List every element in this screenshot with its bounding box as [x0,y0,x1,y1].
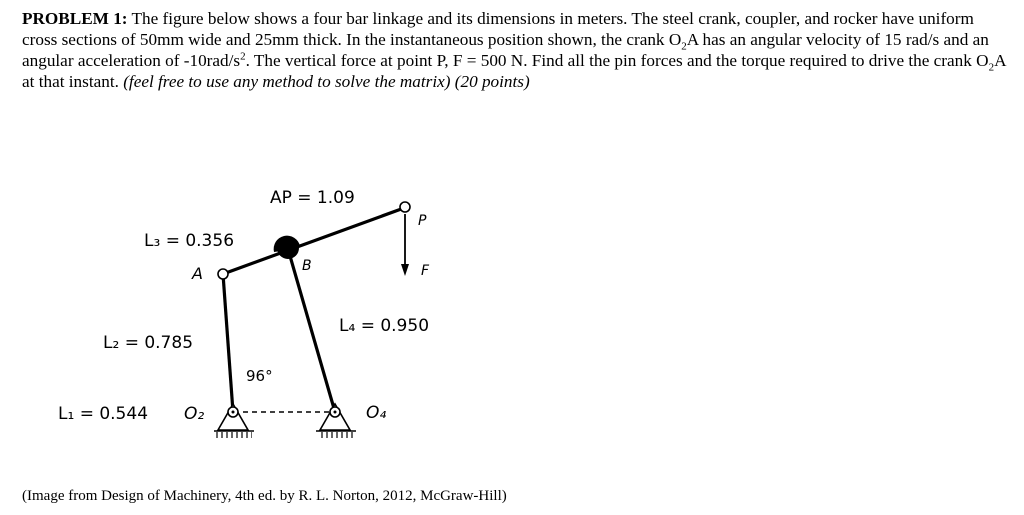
label-o4: O₄ [366,403,387,423]
label-l2: L₂ = 0.785 [103,333,194,353]
problem-text-c-sub: 2 [988,61,995,74]
label-angle: 96° [246,367,273,385]
label-l4: L₄ = 0.950 [339,316,430,336]
ground-pivot-o4 [316,404,356,438]
problem-text-d: A at that instant. [22,51,1006,91]
point-p [400,202,410,212]
joint-a [218,269,228,279]
joint-b-pin [277,237,299,259]
label-point-p: P [418,213,427,229]
problem-text-c: . The vertical force at point P, F = 500 N. Find all the pin forces and the torque required to drive the crank O [245,51,989,70]
label-o2: O₂ [184,404,205,424]
problem-text-a: The figure below shows a four bar linkage and its dimensions in meters. The steel crank, coupler, and rocker have uniform cross sections of 50mm wide and 25mm thick. In the instantaneous position shown, the crank O [22,9,974,49]
image-credit: (Image from Design of Machinery, 4th ed. by R. L. Norton, 2012, McGraw-Hill) [22,488,507,504]
problem-text-b-sup: 2 [240,50,246,63]
force-f-arrowhead [401,264,409,276]
label-force-f: F [421,263,430,279]
problem-text-b: A has an angular velocity of 15 rad/s and an angular acceleration of -10rad/s [22,30,989,70]
problem-note: (feel free to use any method to solve the matrix) (20 points) [118,72,530,91]
label-l3: L₃ = 0.356 [144,231,235,251]
ground-pivot-o2 [214,404,254,438]
problem-text-a-sub: 2 [681,40,687,53]
label-ap: AP = 1.09 [270,188,355,208]
label-point-b: B [302,258,312,274]
coupler-link [223,208,404,274]
label-l1: L₁ = 0.544 [58,404,149,424]
label-point-a: A [192,264,203,283]
crank-link [223,274,233,412]
problem-label: PROBLEM 1: [22,9,128,28]
